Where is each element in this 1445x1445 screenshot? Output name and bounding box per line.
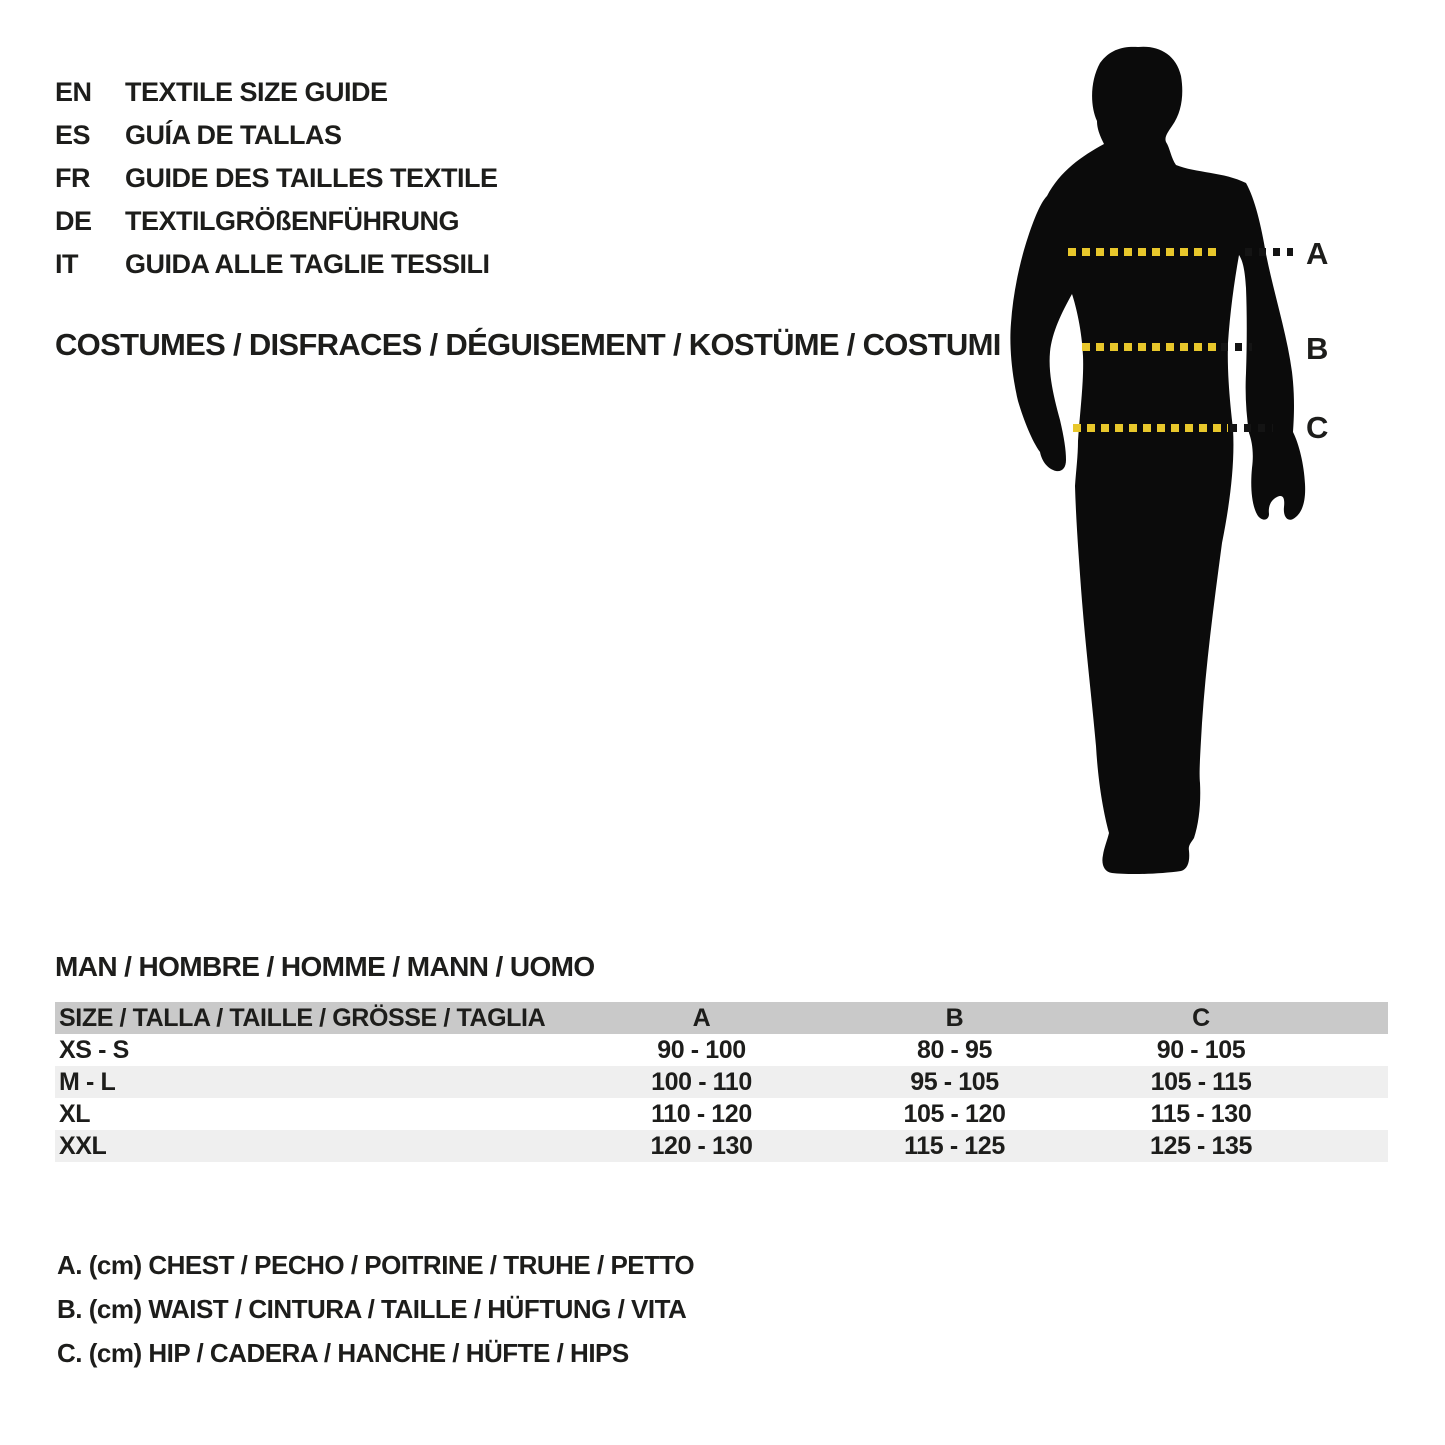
value-cell-a: 100 - 110 (651, 1067, 752, 1096)
column-header-b: B (945, 1003, 964, 1032)
value-cell-b: 105 - 120 (903, 1099, 1006, 1128)
size-cell: M - L (59, 1067, 116, 1096)
table-row (55, 1034, 1388, 1066)
category-heading: COSTUMES / DISFRACES / DÉGUISEMENT / KOSTÜME / COSTUMI (55, 327, 1001, 362)
measure-line-c-body-dashes (1073, 424, 1228, 432)
size-table-header-row (55, 1002, 1388, 1034)
table-row (55, 1098, 1388, 1130)
measure-line-c-leader-dashes (1230, 424, 1273, 432)
table-row (55, 1066, 1388, 1098)
language-row (55, 71, 498, 114)
legend-line-a: A. (cm) CHEST / PECHO / POITRINE / TRUHE / PETTO (57, 1249, 695, 1280)
man-silhouette (1000, 42, 1315, 895)
language-title: GUIDE DES TAILLES TEXTILE (125, 163, 498, 193)
value-cell-a: 110 - 120 (651, 1099, 752, 1128)
value-cell-a: 120 - 130 (650, 1131, 753, 1160)
value-cell-c: 125 - 135 (1149, 1131, 1253, 1160)
language-title-list (55, 71, 498, 286)
value-cell-a: 90 - 100 (657, 1035, 746, 1064)
language-title: TEXTILE SIZE GUIDE (125, 77, 388, 107)
language-row (55, 243, 498, 286)
language-code: EN (55, 77, 92, 107)
size-cell: XL (59, 1099, 91, 1128)
language-title: GUÍA DE TALLAS (125, 120, 342, 150)
size-cell: XXL (59, 1131, 107, 1160)
legend-line-b: B. (cm) WAIST / CINTURA / TAILLE / HÜFTUNG / VITA (57, 1293, 687, 1324)
language-code: FR (55, 163, 90, 193)
size-table (55, 1002, 1388, 1162)
language-row (55, 114, 498, 157)
value-cell-c: 115 - 130 (1150, 1099, 1252, 1128)
column-header-a: A (692, 1003, 711, 1032)
table-row (55, 1130, 1388, 1162)
value-cell-c: 90 - 105 (1156, 1035, 1246, 1064)
measure-line-b-leader-dashes (1221, 343, 1252, 351)
language-title: TEXTILGRÖßENFÜHRUNG (125, 206, 459, 236)
language-code: DE (55, 206, 92, 236)
language-code: IT (55, 249, 78, 279)
column-header-c: C (1192, 1003, 1210, 1032)
measure-label-c: C (1306, 410, 1329, 445)
measure-legend (57, 1243, 694, 1375)
measure-line-a-leader-dashes (1245, 248, 1293, 256)
measure-line-a-body-dashes (1068, 248, 1218, 256)
language-row (55, 200, 498, 243)
value-cell-c: 105 - 115 (1150, 1067, 1252, 1096)
value-cell-b: 115 - 125 (904, 1131, 1005, 1160)
language-title: GUIDA ALLE TAGLIE TESSILI (125, 249, 490, 279)
language-row (55, 157, 498, 200)
value-cell-b: 80 - 95 (916, 1035, 993, 1064)
measure-label-b: B (1306, 331, 1329, 366)
size-cell: XS - S (59, 1035, 129, 1064)
legend-line-c: C. (cm) HIP / CADERA / HANCHE / HÜFTE / HIPS (57, 1337, 629, 1368)
language-code: ES (55, 120, 91, 150)
gender-heading: MAN / HOMBRE / HOMME / MANN / UOMO (55, 951, 595, 982)
measure-label-a: A (1306, 236, 1329, 271)
value-cell-b: 95 - 105 (910, 1067, 999, 1096)
measure-line-b-body-dashes (1082, 343, 1218, 351)
size-column-header: SIZE / TALLA / TAILLE / GRÖSSE / TAGLIA (59, 1003, 546, 1032)
